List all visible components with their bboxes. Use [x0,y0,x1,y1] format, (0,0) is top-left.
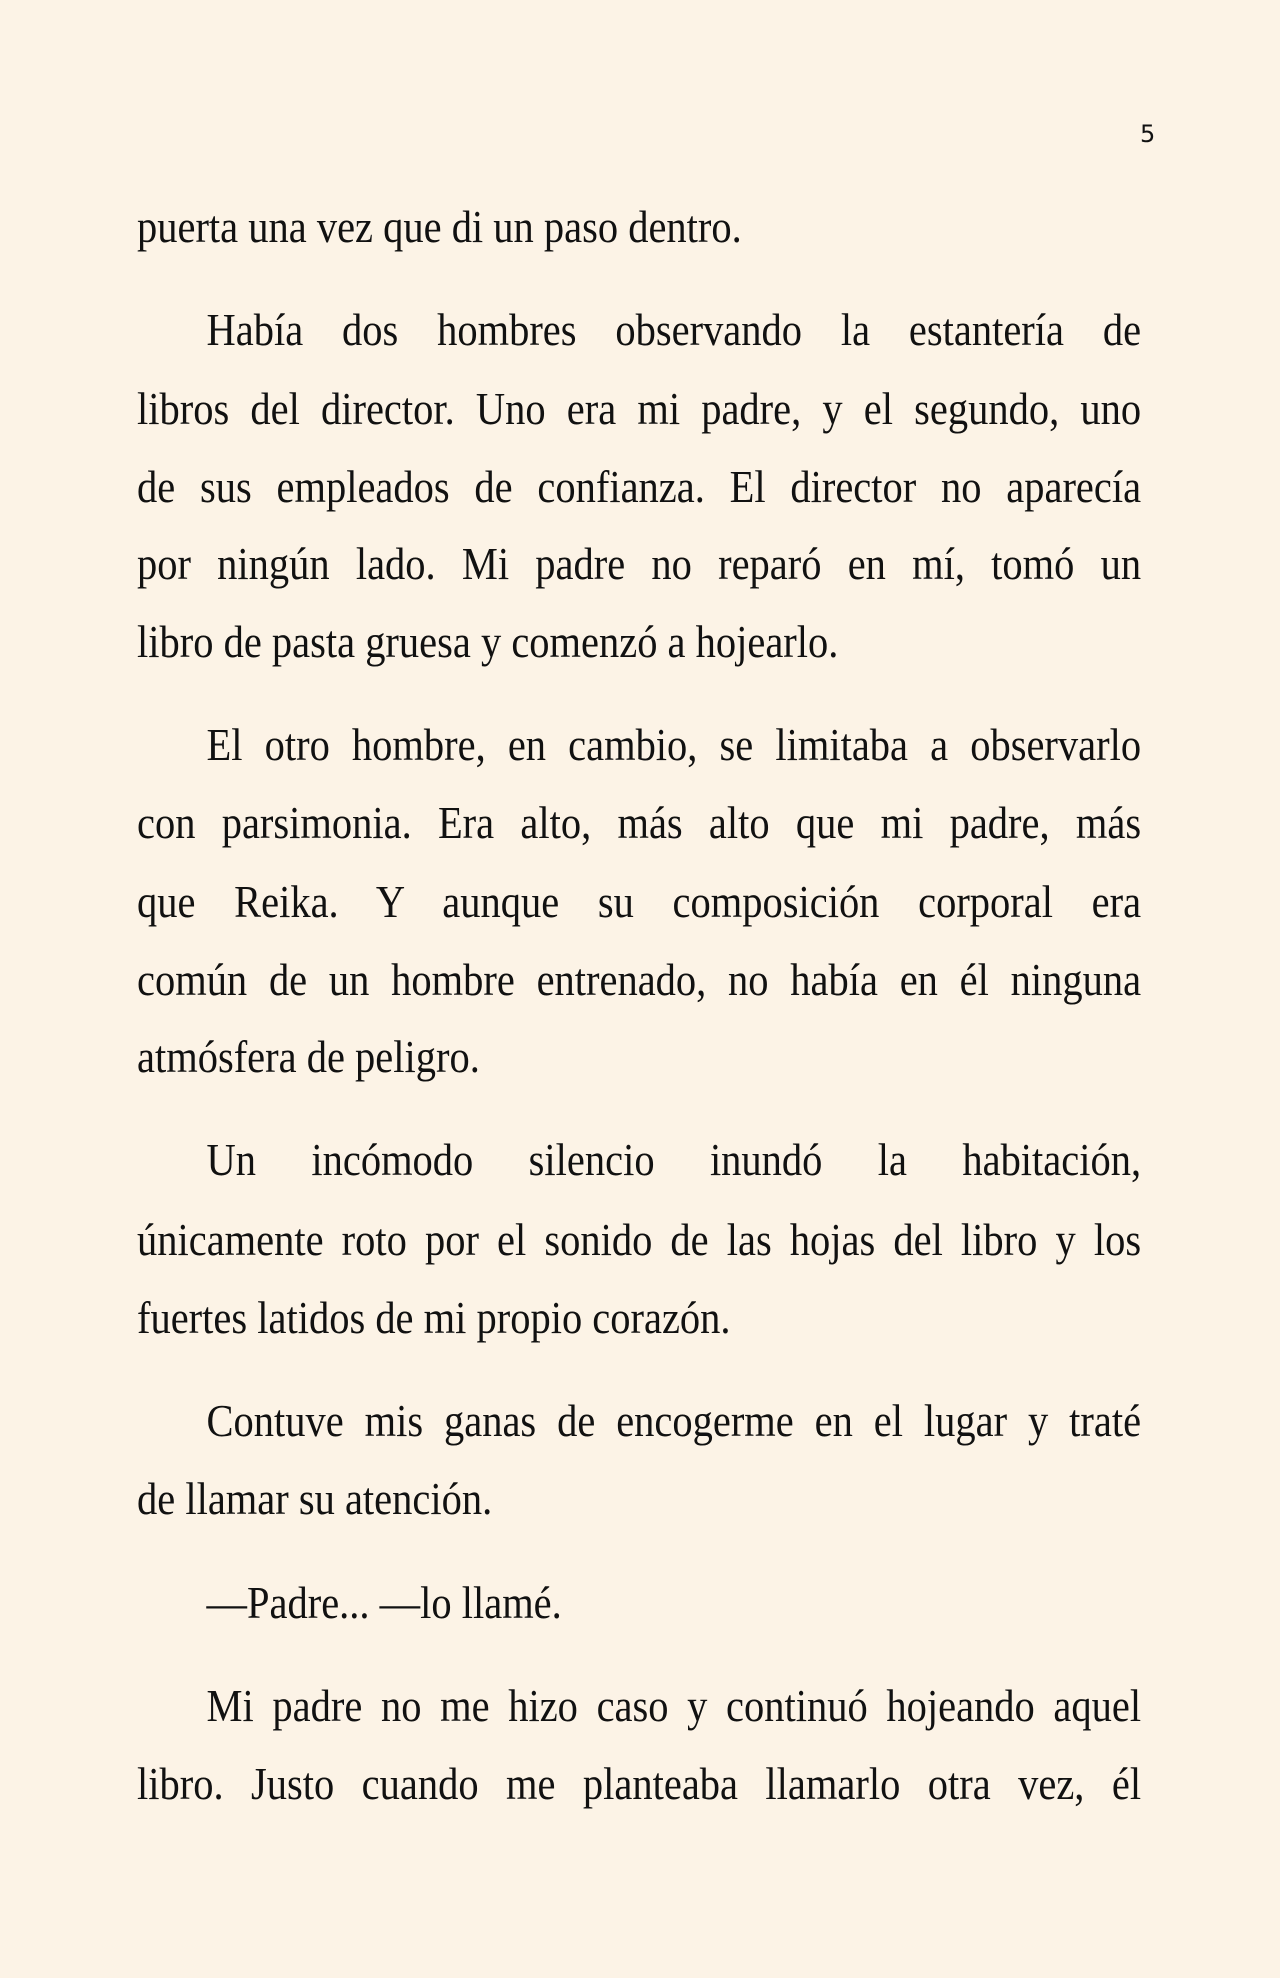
text-line: Mi padre no me hizo caso y continuó hojeando aquel [206,1680,1142,1731]
text-line: Había dos hombres observando la estantería de [206,304,1142,355]
text-line: común de un hombre entrenado, no había en él ninguna [137,954,1142,1005]
text-line: libros del director. Uno era mi padre, y el segundo, uno [137,383,1142,434]
text-line: Contuve mis ganas de encogerme en el lugar y traté [206,1395,1142,1446]
text-line: puerta una vez que di un paso dentro. [137,201,742,252]
text-line: que Reika. Y aunque su composición corporal era [137,876,1142,927]
body-text [137,0,1141,1978]
text-line: El otro hombre, en cambio, se limitaba a observarlo [206,719,1142,770]
text-line: libro. Justo cuando me planteaba llamarlo otra vez, él [137,1758,1142,1809]
text-line: —Padre... —lo llamé. [206,1577,562,1628]
text-line: con parsimonia. Era alto, más alto que mi padre, más [137,797,1142,848]
text-line: atmósfera de peligro. [137,1031,480,1082]
text-line: por ningún lado. Mi padre no reparó en mí, tomó un [137,538,1142,589]
text-line: de sus empleados de confianza. El director no aparecía [137,461,1142,512]
text-line: únicamente roto por el sonido de las hojas del libro y los [137,1214,1142,1265]
text-line: de llamar su atención. [137,1473,493,1524]
text-line: fuertes latidos de mi propio corazón. [137,1292,731,1343]
text-line: libro de pasta gruesa y comenzó a hojearlo. [137,616,839,667]
text-line: Un incómodo silencio inundó la habitación, [206,1134,1142,1185]
page-number: 5 [1140,120,1156,148]
